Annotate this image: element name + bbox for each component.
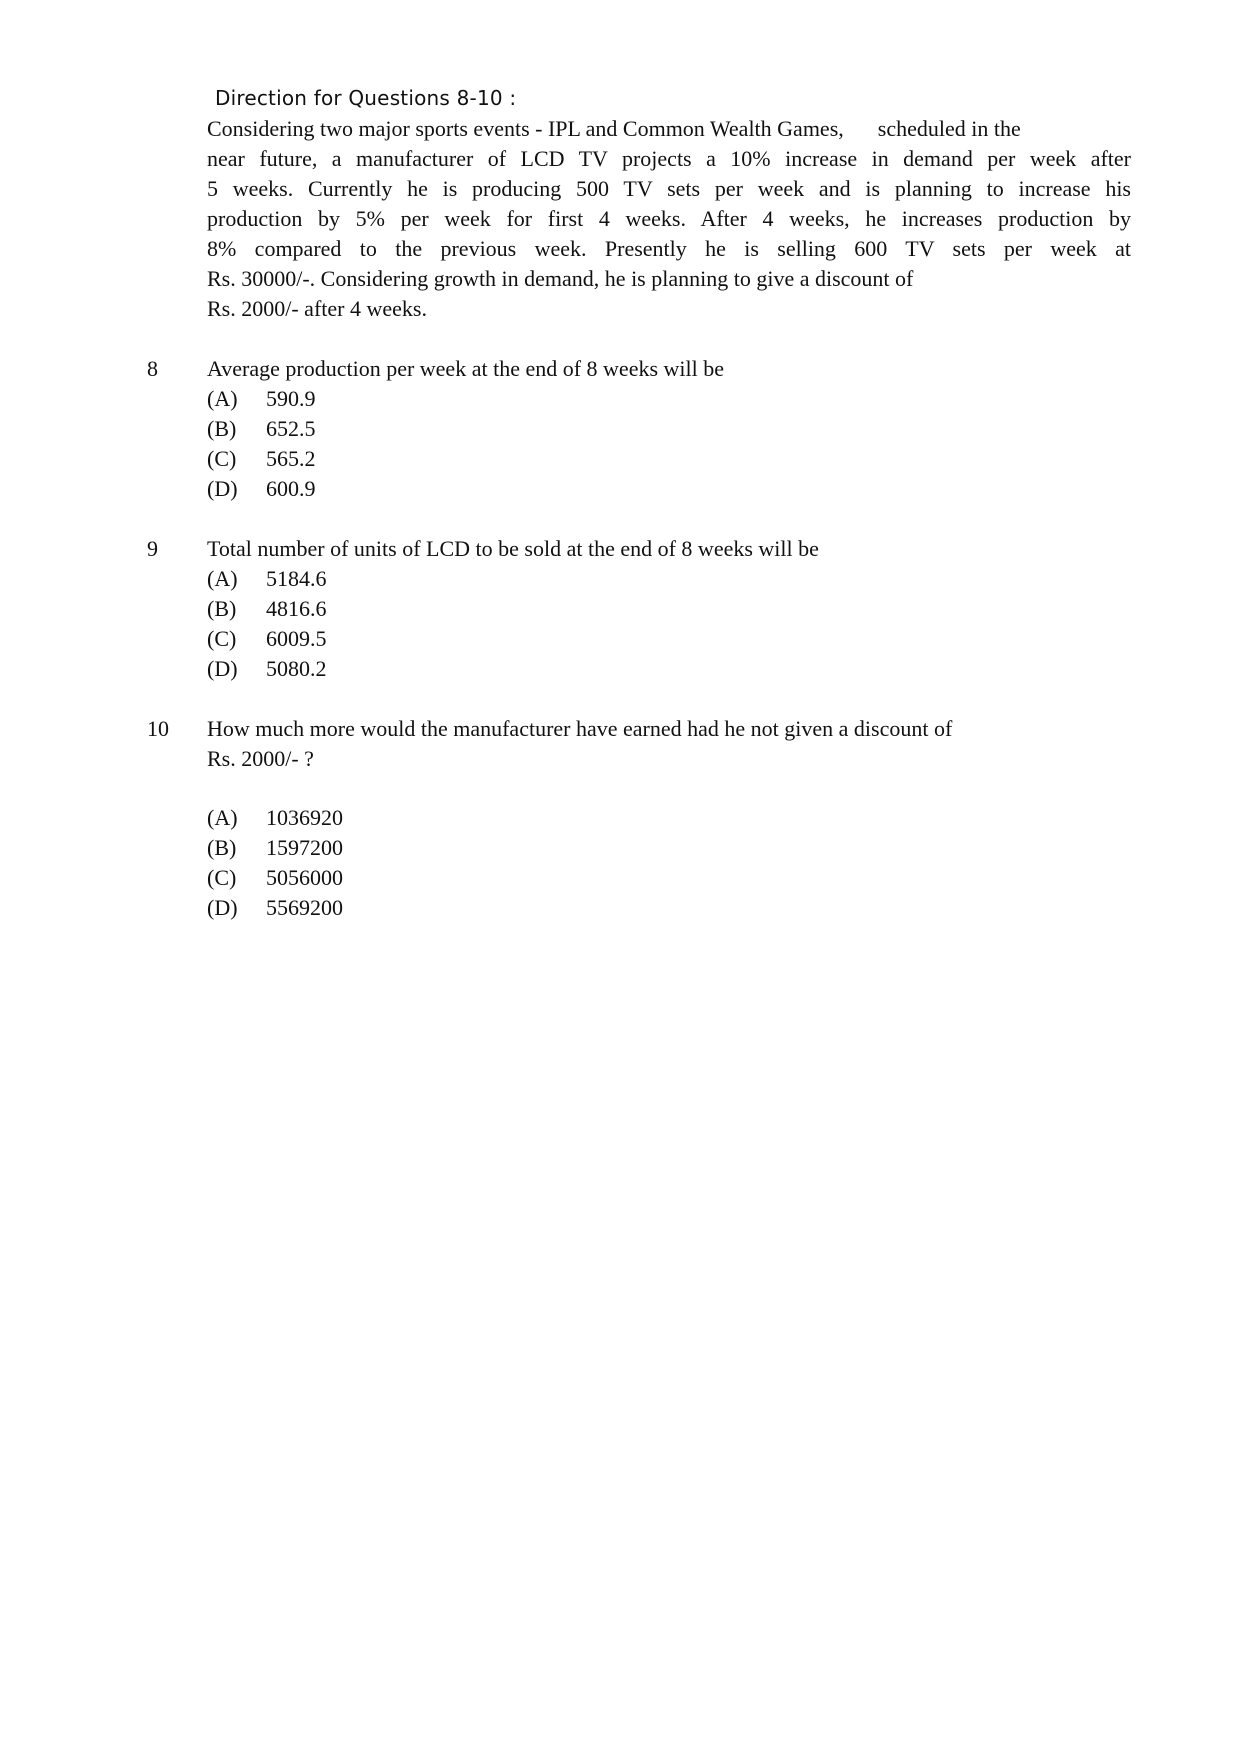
option-d[interactable] — [207, 654, 327, 684]
option-c[interactable] — [207, 624, 327, 654]
option-value: 5056000 — [266, 865, 343, 890]
option-label: (D) — [207, 895, 238, 920]
passage-text: scheduled in the — [877, 116, 1021, 141]
option-list — [207, 803, 343, 923]
option-label: (C) — [207, 446, 237, 471]
passage-line: 5 weeks. Currently he is producing 500 TV sets per week and is planning to increase his — [207, 176, 1131, 201]
question-number: 8 — [147, 356, 158, 381]
option-label: (C) — [207, 626, 237, 651]
passage-line: near future, a manufacturer of LCD TV projects a 10% increase in demand per week after — [207, 146, 1131, 171]
direction-heading: Direction for Questions 8-10 : — [215, 86, 517, 110]
option-label: (B) — [207, 416, 237, 441]
option-value: 590.9 — [266, 386, 316, 411]
option-b[interactable] — [207, 414, 316, 444]
option-label: (C) — [207, 865, 237, 890]
option-label: (B) — [207, 835, 237, 860]
option-label: (B) — [207, 596, 237, 621]
option-value: 5080.2 — [266, 656, 327, 681]
question-text: Average production per week at the end of 8 weeks will be — [207, 356, 725, 381]
question-text — [207, 714, 952, 774]
option-label: (D) — [207, 656, 238, 681]
option-label: (D) — [207, 476, 238, 501]
option-list — [207, 384, 316, 504]
option-value: 565.2 — [266, 446, 316, 471]
option-d[interactable] — [207, 893, 343, 923]
passage-line: 8% compared to the previous week. Presently he is selling 600 TV sets per week at — [207, 236, 1131, 261]
option-value: 5184.6 — [266, 566, 327, 591]
option-c[interactable] — [207, 444, 316, 474]
option-a[interactable] — [207, 384, 316, 414]
passage-line: Rs. 30000/-. Considering growth in demand, he is planning to give a discount of — [207, 266, 914, 291]
question-number: 9 — [147, 536, 158, 561]
option-a[interactable] — [207, 803, 343, 833]
option-c[interactable] — [207, 863, 343, 893]
option-b[interactable] — [207, 833, 343, 863]
option-label: (A) — [207, 566, 238, 591]
option-a[interactable] — [207, 564, 327, 594]
passage-line: production by 5% per week for first 4 weeks. After 4 weeks, he increases production by — [207, 206, 1131, 231]
option-value: 600.9 — [266, 476, 316, 501]
passage-text: Considering two major sports events - IPL and Common Wealth Games, — [207, 116, 844, 141]
option-d[interactable] — [207, 474, 316, 504]
direction-passage — [207, 114, 1131, 324]
option-b[interactable] — [207, 594, 327, 624]
passage-line — [207, 114, 1131, 144]
option-label: (A) — [207, 386, 238, 411]
option-value: 1036920 — [266, 805, 343, 830]
option-label: (A) — [207, 805, 238, 830]
option-list — [207, 564, 327, 684]
question-number: 10 — [147, 716, 169, 741]
passage-line: Rs. 2000/- after 4 weeks. — [207, 296, 427, 321]
question-text-line: How much more would the manufacturer have earned had he not given a discount of — [207, 716, 953, 741]
option-value: 5569200 — [266, 895, 343, 920]
option-value: 1597200 — [266, 835, 343, 860]
option-value: 6009.5 — [266, 626, 327, 651]
question-text-line: Rs. 2000/- ? — [207, 746, 314, 771]
option-value: 652.5 — [266, 416, 316, 441]
option-value: 4816.6 — [266, 596, 327, 621]
question-text: Total number of units of LCD to be sold at the end of 8 weeks will be — [207, 536, 819, 561]
